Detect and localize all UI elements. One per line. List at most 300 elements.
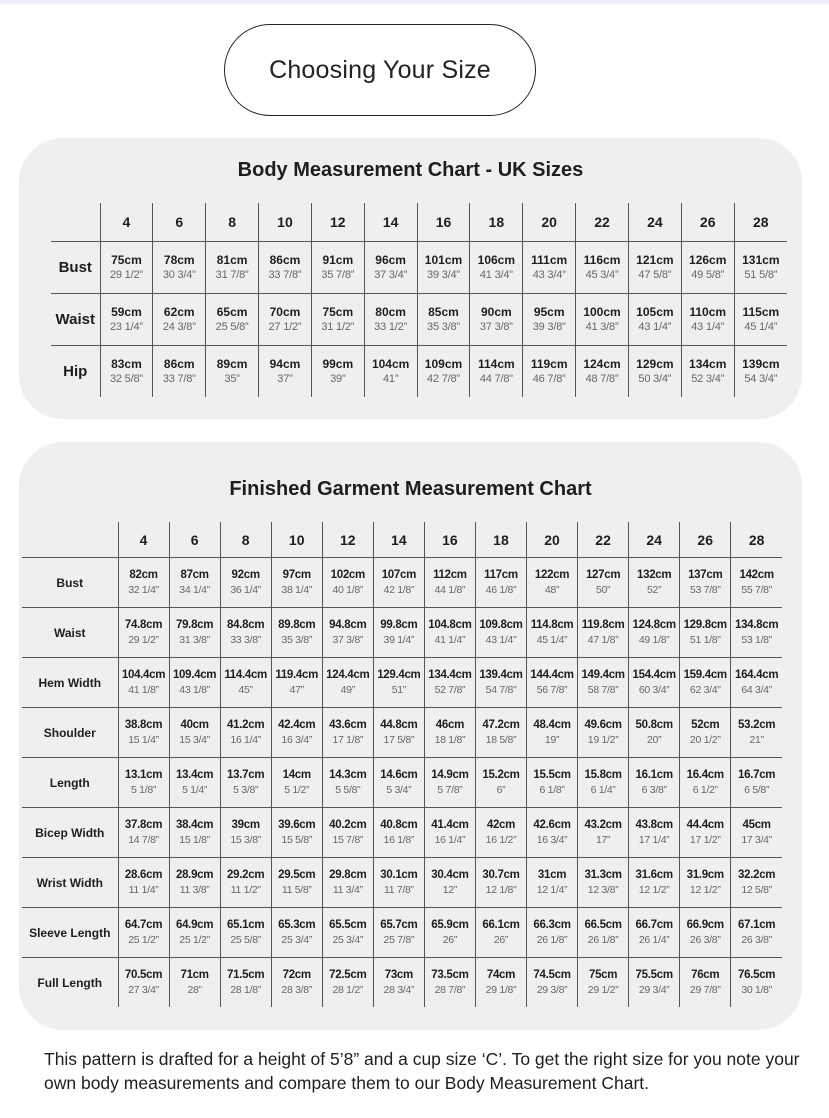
measurement-cell [118, 608, 169, 658]
cm-value: 28.9cm [175, 869, 214, 881]
corner-cell [22, 522, 118, 558]
inch-value: 52 7/8” [434, 684, 466, 696]
cm-value: 37.8cm [124, 819, 163, 831]
measurement-cell [527, 708, 578, 758]
cm-value: 31cm [537, 869, 567, 881]
inch-value: 47 5/8” [638, 269, 672, 281]
measurement-cell [629, 558, 680, 608]
measurement-cell [576, 346, 629, 398]
measurement-cell [271, 608, 322, 658]
inch-value: 44 7/8” [479, 373, 513, 385]
inch-value: 43 1/4” [691, 321, 725, 333]
inch-value: 33 1/2” [374, 321, 408, 333]
measurement-cell [731, 708, 782, 758]
inch-value: 11 7/8” [383, 884, 414, 896]
inch-value: 15 1/4” [128, 734, 159, 746]
inch-value: 16 1/4” [434, 834, 466, 846]
measurement-cell [373, 908, 424, 958]
size-header: 22 [578, 522, 629, 558]
cm-value: 119.4cm [275, 669, 319, 681]
measurement-cell [220, 608, 271, 658]
cm-value: 40.2cm [329, 819, 367, 831]
measurement-cell [311, 242, 364, 294]
measurement-cell [475, 758, 526, 808]
inch-value: 52 3/4” [691, 373, 725, 385]
cm-value: 92cm [231, 569, 260, 581]
measurement-cell [628, 294, 681, 346]
row-label: Bicep Width [22, 808, 118, 858]
cm-value: 134.4cm [428, 669, 472, 681]
inch-value: 17 5/8” [383, 734, 415, 746]
inch-value: 25 7/8” [383, 934, 415, 946]
measurement-cell [424, 658, 475, 708]
cm-value: 14.6cm [380, 769, 418, 781]
inch-value: 12 3/8” [587, 884, 619, 896]
cm-value: 104.4cm [121, 669, 166, 681]
cm-value: 109cm [424, 357, 463, 371]
cm-value: 104.8cm [428, 619, 472, 631]
measurement-cell [578, 958, 629, 1008]
measurement-cell [259, 346, 312, 398]
cm-value: 102cm [330, 569, 365, 581]
inch-value: 21” [749, 734, 764, 746]
size-header: 12 [311, 203, 364, 242]
table-row [22, 608, 782, 658]
measurement-cell [417, 242, 470, 294]
garment-measurement-panel [19, 442, 802, 1030]
cm-value: 42.6cm [533, 819, 571, 831]
cm-value: 159.4cm [683, 669, 727, 681]
cm-value: 144.4cm [530, 669, 574, 681]
inch-value: 35 7/8” [321, 269, 355, 281]
cm-value: 39cm [231, 819, 260, 831]
cm-value: 139.4cm [479, 669, 523, 681]
cm-value: 129cm [636, 357, 674, 371]
cm-value: 31.9cm [686, 869, 724, 881]
inch-value: 25 5/8” [230, 934, 261, 946]
measurement-cell [734, 346, 787, 398]
inch-value: 30 1/8” [741, 984, 772, 996]
size-header: 28 [731, 522, 782, 558]
inch-value: 35 3/8” [427, 321, 460, 333]
inch-value: 54 7/8” [485, 684, 517, 696]
inch-value: 12 1/2” [638, 884, 670, 896]
inch-value: 33 7/8” [162, 373, 196, 385]
cm-value: 78cm [163, 253, 195, 267]
cm-value: 43.8cm [635, 819, 673, 831]
inch-value: 51” [391, 684, 406, 696]
measurement-cell [206, 242, 259, 294]
measurement-cell [731, 858, 782, 908]
inch-value: 17 1/2” [689, 834, 721, 846]
inch-value: 26 1/8” [587, 934, 619, 946]
cm-value: 86cm [269, 253, 301, 267]
measurement-cell [470, 346, 523, 398]
inch-value: 51 5/8” [744, 269, 778, 281]
inch-value: 37 3/4” [374, 269, 408, 281]
measurement-cell [322, 758, 373, 808]
inch-value: 28” [187, 984, 202, 996]
inch-value: 31 7/8” [215, 269, 249, 281]
measurement-cell [373, 808, 424, 858]
cm-value: 164.4cm [734, 669, 779, 681]
measurement-cell [475, 558, 526, 608]
measurement-cell [271, 758, 322, 808]
measurement-cell [118, 558, 169, 608]
size-header: 8 [220, 522, 271, 558]
measurement-cell [628, 346, 681, 398]
inch-value: 29 1/2” [109, 269, 143, 281]
measurement-cell [364, 242, 417, 294]
inch-value: 18 1/8” [434, 734, 466, 746]
table-row [22, 658, 782, 708]
cm-value: 66.1cm [482, 919, 520, 931]
inch-value: 5 5/8” [335, 784, 361, 796]
measurement-cell [206, 294, 259, 346]
cm-value: 154.4cm [632, 669, 676, 681]
measurement-cell [475, 708, 526, 758]
size-header: 6 [153, 203, 206, 242]
cm-value: 31.3cm [584, 869, 622, 881]
cm-value: 101cm [424, 253, 463, 267]
cm-value: 41.2cm [227, 719, 265, 731]
measurement-cell [417, 346, 470, 398]
cm-value: 91cm [322, 253, 354, 267]
cm-value: 49.6cm [584, 719, 622, 731]
measurement-cell [373, 858, 424, 908]
inch-value: 17” [595, 834, 611, 846]
cm-value: 110cm [689, 305, 727, 319]
measurement-cell [424, 808, 475, 858]
cm-value: 38.4cm [175, 819, 214, 831]
cm-value: 13.7cm [227, 769, 265, 781]
measurement-cell [424, 908, 475, 958]
inch-value: 49” [340, 684, 355, 696]
inch-value: 41” [382, 373, 399, 385]
inch-value: 16 1/2” [485, 834, 517, 846]
measurement-cell [680, 908, 731, 958]
measurement-cell [578, 808, 629, 858]
inch-value: 42 7/8” [427, 373, 460, 385]
cm-value: 119.8cm [581, 619, 625, 631]
inch-value: 32 5/8” [109, 373, 143, 385]
size-header: 10 [259, 203, 312, 242]
table-row [22, 808, 782, 858]
cm-value: 16.1cm [635, 769, 673, 781]
inch-value: 35 3/8” [281, 634, 313, 646]
measurement-cell [523, 294, 576, 346]
measurement-cell [629, 708, 680, 758]
inch-value: 33 7/8” [268, 269, 302, 281]
inch-value: 27 3/4” [128, 984, 159, 996]
inch-value: 26 3/8” [689, 934, 721, 946]
cm-value: 117cm [484, 569, 518, 581]
body-chart-title: Body Measurement Chart - UK Sizes [237, 159, 584, 181]
measurement-cell [424, 858, 475, 908]
cm-value: 31.6cm [635, 869, 673, 881]
inch-value: 37 3/8” [479, 321, 513, 333]
cm-value: 131cm [742, 253, 780, 267]
measurement-cell [578, 858, 629, 908]
cm-value: 85cm [428, 305, 459, 319]
inch-value: 45” [238, 684, 253, 696]
measurement-cell [681, 242, 734, 294]
cm-value: 66.3cm [533, 919, 571, 931]
inch-value: 17 1/4” [638, 834, 670, 846]
cm-value: 76.5cm [738, 969, 776, 981]
inch-value: 26 1/4” [638, 934, 670, 946]
measurement-cell [527, 908, 578, 958]
measurement-cell [731, 908, 782, 958]
inch-value: 53 7/8” [689, 584, 721, 596]
inch-value: 16 3/4” [281, 734, 313, 746]
cm-value: 74.5cm [533, 969, 571, 981]
cm-value: 14cm [282, 769, 311, 781]
cm-value: 44.8cm [380, 719, 418, 731]
measurement-cell [322, 858, 373, 908]
measurement-cell [576, 294, 629, 346]
measurement-cell [424, 958, 475, 1008]
inch-value: 28 3/4” [383, 984, 415, 996]
size-header: 4 [100, 203, 153, 242]
footnote: This pattern is drafted for a height of 5’8” and a cup size ‘C’. To get the right size for you note your own body measurements and compare them to our Body Measurement Chart. [44, 1049, 800, 1093]
measurement-cell [424, 558, 475, 608]
measurement-cell [578, 658, 629, 708]
inch-value: 48 7/8” [585, 373, 619, 385]
measurement-cell [576, 242, 629, 294]
measurement-cell [629, 758, 680, 808]
measurement-cell [523, 346, 576, 398]
cm-value: 86cm [163, 357, 195, 371]
inch-value: 39 1/4” [383, 634, 415, 646]
body-measurement-panel [19, 138, 802, 419]
row-label: Hip [51, 346, 100, 398]
measurement-cell [681, 294, 734, 346]
inch-value: 16 1/8” [383, 834, 415, 846]
inch-value: 5 7/8” [437, 784, 463, 796]
inch-value: 45 1/4” [744, 321, 778, 333]
size-header: 16 [417, 203, 470, 242]
size-header: 4 [118, 522, 169, 558]
garment-chart-title: Finished Garment Measurement Chart [229, 478, 592, 500]
measurement-cell [475, 908, 526, 958]
measurement-cell [322, 708, 373, 758]
cm-value: 94.8cm [329, 619, 367, 631]
cm-value: 67.1cm [738, 919, 776, 931]
inch-value: 58 7/8” [587, 684, 619, 696]
cm-value: 109.4cm [172, 669, 217, 681]
measurement-cell [680, 608, 731, 658]
size-header-row [22, 522, 782, 558]
measurement-cell [100, 294, 153, 346]
inch-value: 5 1/4” [182, 784, 208, 796]
inch-value: 56 7/8” [536, 684, 568, 696]
cm-value: 65cm [216, 305, 248, 319]
measurement-cell [578, 758, 629, 808]
cm-value: 76cm [691, 969, 720, 981]
cm-value: 65.5cm [329, 919, 367, 931]
inch-value: 5 3/4” [386, 784, 412, 796]
cm-value: 100cm [583, 305, 621, 319]
inch-value: 5 1/8” [131, 784, 157, 796]
row-label: Sleeve Length [22, 908, 118, 958]
size-header-row [51, 203, 787, 242]
cm-value: 66.7cm [635, 919, 673, 931]
inch-value: 26 3/8” [741, 934, 772, 946]
inch-value: 15 3/8” [230, 834, 261, 846]
cm-value: 116cm [583, 253, 621, 267]
inch-value: 12 5/8” [741, 884, 772, 896]
row-label: Full Length [22, 958, 118, 1008]
table-row [22, 858, 782, 908]
inch-value: 6 1/2” [692, 784, 718, 796]
inch-value: 15 3/4” [179, 734, 210, 746]
cm-value: 82cm [129, 569, 158, 581]
inch-value: 29 1/2” [128, 634, 159, 646]
inch-value: 41 3/4” [479, 269, 513, 281]
size-header: 22 [576, 203, 629, 242]
measurement-cell [680, 958, 731, 1008]
cm-value: 65.3cm [278, 919, 316, 931]
measurement-cell [527, 658, 578, 708]
inch-value: 25 3/4” [332, 934, 364, 946]
cm-value: 40cm [180, 719, 209, 731]
cm-value: 112cm [433, 569, 467, 581]
measurement-cell [629, 858, 680, 908]
cm-value: 45cm [742, 819, 771, 831]
inch-value: 43 1/4” [638, 321, 672, 333]
measurement-cell [220, 858, 271, 908]
inch-value: 25 3/4” [281, 934, 313, 946]
inch-value: 31 3/8” [179, 634, 210, 646]
measurement-cell [118, 958, 169, 1008]
inch-value: 26” [493, 934, 509, 946]
measurement-cell [271, 908, 322, 958]
cm-value: 62cm [163, 305, 195, 319]
size-header: 24 [628, 203, 681, 242]
size-header: 18 [470, 203, 523, 242]
measurement-cell [475, 658, 526, 708]
cm-value: 149.4cm [581, 669, 625, 681]
inch-value: 11 3/8” [179, 884, 210, 896]
table-row [22, 558, 782, 608]
cm-value: 84.8cm [227, 619, 265, 631]
cm-value: 65.1cm [227, 919, 265, 931]
measurement-cell [734, 242, 787, 294]
cm-value: 64.9cm [175, 919, 214, 931]
cm-value: 94cm [269, 357, 301, 371]
cm-value: 134cm [689, 357, 727, 371]
cm-value: 89.8cm [278, 619, 316, 631]
cm-value: 75cm [588, 969, 618, 981]
measurement-cell [322, 558, 373, 608]
inch-value: 50 3/4” [638, 373, 672, 385]
inch-value: 11 1/2” [230, 884, 261, 896]
cm-value: 42cm [486, 819, 516, 831]
cm-value: 139cm [742, 357, 780, 371]
table-row [51, 294, 787, 346]
cm-value: 15.5cm [533, 769, 571, 781]
inch-value: 26” [442, 934, 458, 946]
cm-value: 32.2cm [738, 869, 776, 881]
measurement-cell [373, 608, 424, 658]
inch-value: 47” [289, 684, 304, 696]
measurement-cell [680, 658, 731, 708]
measurement-cell [271, 958, 322, 1008]
inch-value: 52” [647, 584, 662, 596]
measurement-cell [118, 908, 169, 958]
inch-value: 25 5/8” [215, 321, 249, 333]
measurement-cell [322, 608, 373, 658]
measurement-cell [220, 558, 271, 608]
measurement-cell [629, 958, 680, 1008]
size-header: 26 [680, 522, 731, 558]
inch-value: 49 1/8” [638, 634, 670, 646]
inch-value: 24 3/8” [162, 321, 196, 333]
measurement-cell [680, 558, 731, 608]
cm-value: 15.2cm [482, 769, 520, 781]
inch-value: 20 1/2” [689, 734, 721, 746]
cm-value: 90cm [480, 305, 512, 319]
inch-value: 5 1/2” [284, 784, 310, 796]
inch-value: 39 3/8” [532, 321, 566, 333]
inch-value: 35” [224, 373, 240, 385]
measurement-cell [475, 608, 526, 658]
inch-value: 46 7/8” [532, 373, 566, 385]
measurement-cell [220, 758, 271, 808]
inch-value: 27 1/2” [268, 321, 302, 333]
cm-value: 73cm [384, 969, 413, 981]
measurement-cell [373, 958, 424, 1008]
page-title: Choosing Your Size [224, 24, 536, 116]
measurement-cell [731, 658, 782, 708]
row-label: Wrist Width [22, 858, 118, 908]
inch-value: 30 3/4” [162, 269, 196, 281]
cm-value: 65.7cm [380, 919, 418, 931]
measurement-cell [680, 858, 731, 908]
cm-value: 14.9cm [431, 769, 469, 781]
inch-value: 41 1/4” [434, 634, 466, 646]
body-measurement-table [51, 203, 787, 397]
measurement-cell [527, 858, 578, 908]
inch-value: 41 1/8” [128, 684, 159, 696]
measurement-cell [118, 758, 169, 808]
measurement-cell [259, 242, 312, 294]
cm-value: 75.5cm [635, 969, 673, 981]
measurement-cell [680, 708, 731, 758]
inch-value: 20” [647, 734, 662, 746]
inch-value: 26 1/8” [536, 934, 568, 946]
measurement-cell [578, 708, 629, 758]
measurement-cell [373, 658, 424, 708]
cm-value: 97cm [282, 569, 311, 581]
cm-value: 53.2cm [738, 719, 776, 731]
cm-value: 80cm [375, 305, 406, 319]
cm-value: 70cm [269, 305, 301, 319]
measurement-cell [169, 608, 220, 658]
inch-value: 6 1/4” [590, 784, 616, 796]
cm-value: 65.9cm [431, 919, 469, 931]
measurement-cell [373, 758, 424, 808]
cm-value: 75cm [111, 253, 142, 267]
inch-value: 51 1/8” [689, 634, 721, 646]
inch-value: 54 3/4” [744, 373, 778, 385]
measurement-cell [578, 908, 629, 958]
measurement-cell [731, 808, 782, 858]
cm-value: 106cm [477, 253, 516, 267]
cm-value: 75cm [322, 305, 354, 319]
cm-value: 89cm [216, 357, 248, 371]
